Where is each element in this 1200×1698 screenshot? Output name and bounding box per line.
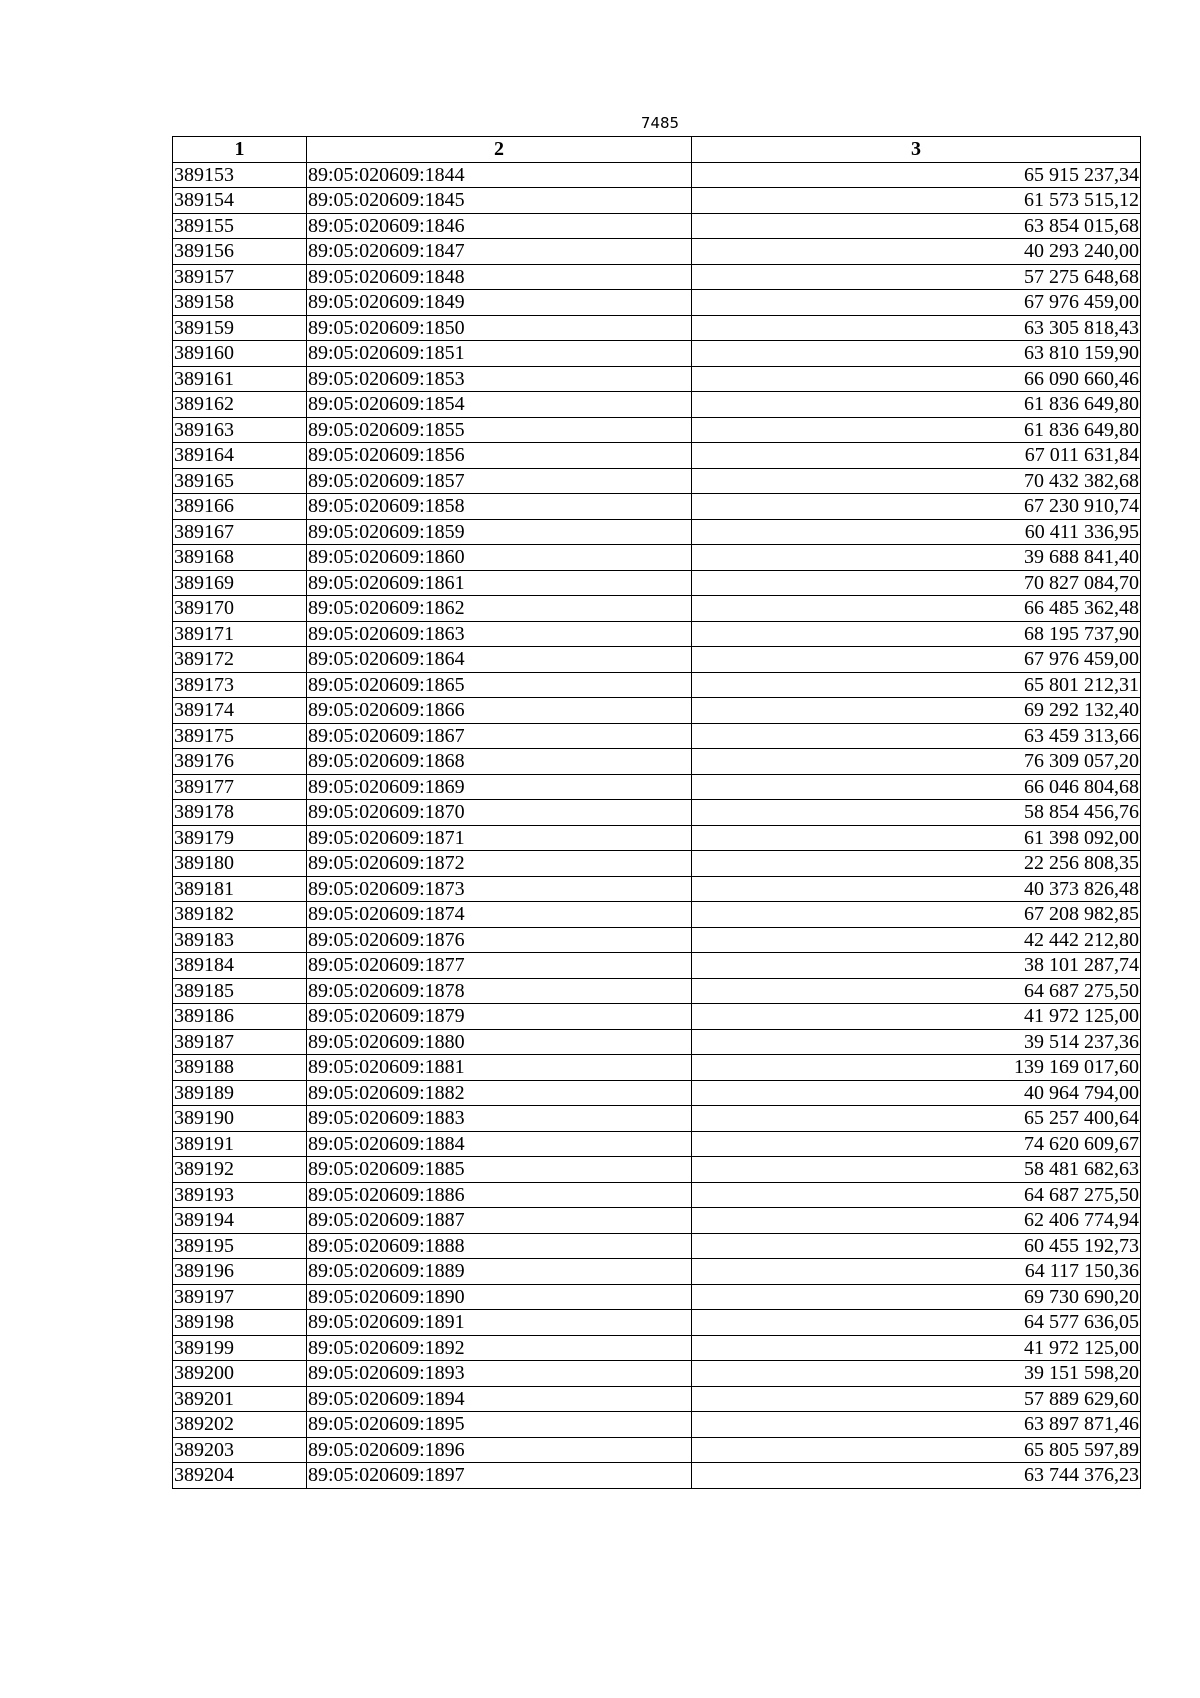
value-cell: 60 455 192,73 — [692, 1233, 1141, 1259]
table-row — [173, 1259, 1141, 1285]
table-row — [173, 825, 1141, 851]
row-number-cell: 389193 — [173, 1182, 307, 1208]
row-number-cell: 389155 — [173, 213, 307, 239]
cadastral-number-cell: 89:05:020609:1890 — [307, 1284, 692, 1310]
row-number-cell: 389178 — [173, 800, 307, 826]
header-row — [173, 137, 1141, 163]
table-row — [173, 1208, 1141, 1234]
value-cell: 61 836 649,80 — [692, 392, 1141, 418]
value-cell: 64 577 636,05 — [692, 1310, 1141, 1336]
row-number-cell: 389198 — [173, 1310, 307, 1336]
data-table — [172, 136, 1141, 1489]
column-header-1: 1 — [173, 137, 307, 163]
table-row — [173, 800, 1141, 826]
table-row — [173, 315, 1141, 341]
table-row — [173, 239, 1141, 265]
cadastral-number-cell: 89:05:020609:1857 — [307, 468, 692, 494]
table-row — [173, 596, 1141, 622]
cadastral-number-cell: 89:05:020609:1896 — [307, 1437, 692, 1463]
row-number-cell: 389200 — [173, 1361, 307, 1387]
value-cell: 41 972 125,00 — [692, 1004, 1141, 1030]
page-number: 7485 — [640, 114, 680, 132]
cadastral-number-cell: 89:05:020609:1871 — [307, 825, 692, 851]
row-number-cell: 389179 — [173, 825, 307, 851]
cadastral-number-cell: 89:05:020609:1874 — [307, 902, 692, 928]
value-cell: 40 964 794,00 — [692, 1080, 1141, 1106]
cadastral-number-cell: 89:05:020609:1873 — [307, 876, 692, 902]
value-cell: 65 801 212,31 — [692, 672, 1141, 698]
table-row — [173, 698, 1141, 724]
cadastral-number-cell: 89:05:020609:1876 — [307, 927, 692, 953]
table-row — [173, 341, 1141, 367]
cadastral-number-cell: 89:05:020609:1858 — [307, 494, 692, 520]
row-number-cell: 389185 — [173, 978, 307, 1004]
row-number-cell: 389176 — [173, 749, 307, 775]
table-row — [173, 1055, 1141, 1081]
value-cell: 41 972 125,00 — [692, 1335, 1141, 1361]
table-row — [173, 1131, 1141, 1157]
cadastral-number-cell: 89:05:020609:1887 — [307, 1208, 692, 1234]
row-number-cell: 389153 — [173, 162, 307, 188]
value-cell: 68 195 737,90 — [692, 621, 1141, 647]
value-cell: 63 744 376,23 — [692, 1463, 1141, 1489]
table-row — [173, 494, 1141, 520]
cadastral-number-cell: 89:05:020609:1872 — [307, 851, 692, 877]
table-row — [173, 443, 1141, 469]
row-number-cell: 389202 — [173, 1412, 307, 1438]
row-number-cell: 389161 — [173, 366, 307, 392]
row-number-cell: 389192 — [173, 1157, 307, 1183]
value-cell: 57 889 629,60 — [692, 1386, 1141, 1412]
cadastral-number-cell: 89:05:020609:1893 — [307, 1361, 692, 1387]
value-cell: 67 976 459,00 — [692, 647, 1141, 673]
table-row — [173, 1412, 1141, 1438]
table-row — [173, 366, 1141, 392]
row-number-cell: 389191 — [173, 1131, 307, 1157]
row-number-cell: 389175 — [173, 723, 307, 749]
cadastral-number-cell: 89:05:020609:1851 — [307, 341, 692, 367]
cadastral-number-cell: 89:05:020609:1853 — [307, 366, 692, 392]
cadastral-number-cell: 89:05:020609:1864 — [307, 647, 692, 673]
table-row — [173, 927, 1141, 953]
table-row — [173, 1463, 1141, 1489]
cadastral-number-cell: 89:05:020609:1869 — [307, 774, 692, 800]
table-row — [173, 774, 1141, 800]
row-number-cell: 389168 — [173, 545, 307, 571]
table-row — [173, 519, 1141, 545]
cadastral-number-cell: 89:05:020609:1861 — [307, 570, 692, 596]
table-row — [173, 1106, 1141, 1132]
row-number-cell: 389181 — [173, 876, 307, 902]
row-number-cell: 389203 — [173, 1437, 307, 1463]
cadastral-number-cell: 89:05:020609:1889 — [307, 1259, 692, 1285]
value-cell: 64 117 150,36 — [692, 1259, 1141, 1285]
table-body — [173, 162, 1141, 1488]
value-cell: 67 011 631,84 — [692, 443, 1141, 469]
value-cell: 58 854 456,76 — [692, 800, 1141, 826]
row-number-cell: 389177 — [173, 774, 307, 800]
table-row — [173, 1233, 1141, 1259]
row-number-cell: 389171 — [173, 621, 307, 647]
row-number-cell: 389158 — [173, 290, 307, 316]
value-cell: 40 373 826,48 — [692, 876, 1141, 902]
row-number-cell: 389201 — [173, 1386, 307, 1412]
table-row — [173, 876, 1141, 902]
table-row — [173, 749, 1141, 775]
row-number-cell: 389167 — [173, 519, 307, 545]
table-header — [173, 137, 1141, 163]
cadastral-number-cell: 89:05:020609:1878 — [307, 978, 692, 1004]
row-number-cell: 389170 — [173, 596, 307, 622]
row-number-cell: 389190 — [173, 1106, 307, 1132]
value-cell: 63 854 015,68 — [692, 213, 1141, 239]
cadastral-number-cell: 89:05:020609:1865 — [307, 672, 692, 698]
cadastral-number-cell: 89:05:020609:1883 — [307, 1106, 692, 1132]
value-cell: 61 573 515,12 — [692, 188, 1141, 214]
value-cell: 64 687 275,50 — [692, 1182, 1141, 1208]
row-number-cell: 389172 — [173, 647, 307, 673]
value-cell: 74 620 609,67 — [692, 1131, 1141, 1157]
cadastral-number-cell: 89:05:020609:1859 — [307, 519, 692, 545]
value-cell: 40 293 240,00 — [692, 239, 1141, 265]
table-row — [173, 1029, 1141, 1055]
table-row — [173, 902, 1141, 928]
cadastral-number-cell: 89:05:020609:1879 — [307, 1004, 692, 1030]
table-row — [173, 1437, 1141, 1463]
row-number-cell: 389196 — [173, 1259, 307, 1285]
table-row — [173, 417, 1141, 443]
row-number-cell: 389169 — [173, 570, 307, 596]
value-cell: 69 292 132,40 — [692, 698, 1141, 724]
cadastral-number-cell: 89:05:020609:1888 — [307, 1233, 692, 1259]
value-cell: 61 836 649,80 — [692, 417, 1141, 443]
table-row — [173, 1157, 1141, 1183]
cadastral-number-cell: 89:05:020609:1848 — [307, 264, 692, 290]
table-row — [173, 978, 1141, 1004]
value-cell: 57 275 648,68 — [692, 264, 1141, 290]
column-header-3: 3 — [692, 137, 1141, 163]
row-number-cell: 389156 — [173, 239, 307, 265]
value-cell: 39 688 841,40 — [692, 545, 1141, 571]
cadastral-number-cell: 89:05:020609:1854 — [307, 392, 692, 418]
value-cell: 58 481 682,63 — [692, 1157, 1141, 1183]
cadastral-number-cell: 89:05:020609:1891 — [307, 1310, 692, 1336]
row-number-cell: 389160 — [173, 341, 307, 367]
value-cell: 67 976 459,00 — [692, 290, 1141, 316]
cadastral-number-cell: 89:05:020609:1855 — [307, 417, 692, 443]
table-row — [173, 1284, 1141, 1310]
cadastral-number-cell: 89:05:020609:1886 — [307, 1182, 692, 1208]
table-row — [173, 621, 1141, 647]
table-row — [173, 392, 1141, 418]
table-row — [173, 264, 1141, 290]
row-number-cell: 389180 — [173, 851, 307, 877]
cadastral-number-cell: 89:05:020609:1897 — [307, 1463, 692, 1489]
value-cell: 39 151 598,20 — [692, 1361, 1141, 1387]
cadastral-number-cell: 89:05:020609:1884 — [307, 1131, 692, 1157]
value-cell: 70 827 084,70 — [692, 570, 1141, 596]
value-cell: 69 730 690,20 — [692, 1284, 1141, 1310]
row-number-cell: 389154 — [173, 188, 307, 214]
cadastral-number-cell: 89:05:020609:1867 — [307, 723, 692, 749]
cadastral-number-cell: 89:05:020609:1866 — [307, 698, 692, 724]
table-row — [173, 1310, 1141, 1336]
row-number-cell: 389197 — [173, 1284, 307, 1310]
row-number-cell: 389204 — [173, 1463, 307, 1489]
cadastral-number-cell: 89:05:020609:1894 — [307, 1386, 692, 1412]
cadastral-number-cell: 89:05:020609:1863 — [307, 621, 692, 647]
row-number-cell: 389187 — [173, 1029, 307, 1055]
table-row — [173, 290, 1141, 316]
row-number-cell: 389195 — [173, 1233, 307, 1259]
table-row — [173, 1335, 1141, 1361]
row-number-cell: 389184 — [173, 953, 307, 979]
row-number-cell: 389186 — [173, 1004, 307, 1030]
value-cell: 67 208 982,85 — [692, 902, 1141, 928]
cadastral-number-cell: 89:05:020609:1846 — [307, 213, 692, 239]
table-row — [173, 672, 1141, 698]
row-number-cell: 389165 — [173, 468, 307, 494]
cadastral-number-cell: 89:05:020609:1860 — [307, 545, 692, 571]
value-cell: 65 257 400,64 — [692, 1106, 1141, 1132]
row-number-cell: 389163 — [173, 417, 307, 443]
cadastral-number-cell: 89:05:020609:1895 — [307, 1412, 692, 1438]
cadastral-number-cell: 89:05:020609:1892 — [307, 1335, 692, 1361]
row-number-cell: 389157 — [173, 264, 307, 290]
table-row — [173, 570, 1141, 596]
cadastral-number-cell: 89:05:020609:1844 — [307, 162, 692, 188]
cadastral-number-cell: 89:05:020609:1845 — [307, 188, 692, 214]
row-number-cell: 389166 — [173, 494, 307, 520]
row-number-cell: 389164 — [173, 443, 307, 469]
cadastral-number-cell: 89:05:020609:1850 — [307, 315, 692, 341]
row-number-cell: 389182 — [173, 902, 307, 928]
table-row — [173, 1386, 1141, 1412]
value-cell: 38 101 287,74 — [692, 953, 1141, 979]
cadastral-number-cell: 89:05:020609:1882 — [307, 1080, 692, 1106]
value-cell: 65 805 597,89 — [692, 1437, 1141, 1463]
row-number-cell: 389173 — [173, 672, 307, 698]
value-cell: 22 256 808,35 — [692, 851, 1141, 877]
table-row — [173, 1361, 1141, 1387]
cadastral-number-cell: 89:05:020609:1849 — [307, 290, 692, 316]
cadastral-number-cell: 89:05:020609:1885 — [307, 1157, 692, 1183]
value-cell: 61 398 092,00 — [692, 825, 1141, 851]
value-cell: 63 897 871,46 — [692, 1412, 1141, 1438]
table-row — [173, 851, 1141, 877]
value-cell: 66 046 804,68 — [692, 774, 1141, 800]
table-row — [173, 188, 1141, 214]
row-number-cell: 389194 — [173, 1208, 307, 1234]
cadastral-number-cell: 89:05:020609:1847 — [307, 239, 692, 265]
column-header-2: 2 — [307, 137, 692, 163]
cadastral-number-cell: 89:05:020609:1862 — [307, 596, 692, 622]
value-cell: 63 305 818,43 — [692, 315, 1141, 341]
value-cell: 63 810 159,90 — [692, 341, 1141, 367]
cadastral-number-cell: 89:05:020609:1870 — [307, 800, 692, 826]
table-row — [173, 468, 1141, 494]
row-number-cell: 389189 — [173, 1080, 307, 1106]
row-number-cell: 389183 — [173, 927, 307, 953]
table-row — [173, 647, 1141, 673]
value-cell: 76 309 057,20 — [692, 749, 1141, 775]
value-cell: 67 230 910,74 — [692, 494, 1141, 520]
table-row — [173, 1004, 1141, 1030]
cadastral-number-cell: 89:05:020609:1880 — [307, 1029, 692, 1055]
row-number-cell: 389174 — [173, 698, 307, 724]
value-cell: 62 406 774,94 — [692, 1208, 1141, 1234]
value-cell: 64 687 275,50 — [692, 978, 1141, 1004]
table-row — [173, 213, 1141, 239]
value-cell: 63 459 313,66 — [692, 723, 1141, 749]
cadastral-number-cell: 89:05:020609:1877 — [307, 953, 692, 979]
value-cell: 66 090 660,46 — [692, 366, 1141, 392]
table-row — [173, 545, 1141, 571]
table-row — [173, 162, 1141, 188]
value-cell: 139 169 017,60 — [692, 1055, 1141, 1081]
value-cell: 65 915 237,34 — [692, 162, 1141, 188]
value-cell: 66 485 362,48 — [692, 596, 1141, 622]
value-cell: 70 432 382,68 — [692, 468, 1141, 494]
table-row — [173, 1182, 1141, 1208]
cadastral-number-cell: 89:05:020609:1881 — [307, 1055, 692, 1081]
value-cell: 42 442 212,80 — [692, 927, 1141, 953]
value-cell: 39 514 237,36 — [692, 1029, 1141, 1055]
value-cell: 60 411 336,95 — [692, 519, 1141, 545]
table-row — [173, 723, 1141, 749]
table-row — [173, 1080, 1141, 1106]
row-number-cell: 389199 — [173, 1335, 307, 1361]
row-number-cell: 389159 — [173, 315, 307, 341]
row-number-cell: 389162 — [173, 392, 307, 418]
cadastral-number-cell: 89:05:020609:1868 — [307, 749, 692, 775]
table-row — [173, 953, 1141, 979]
cadastral-number-cell: 89:05:020609:1856 — [307, 443, 692, 469]
row-number-cell: 389188 — [173, 1055, 307, 1081]
